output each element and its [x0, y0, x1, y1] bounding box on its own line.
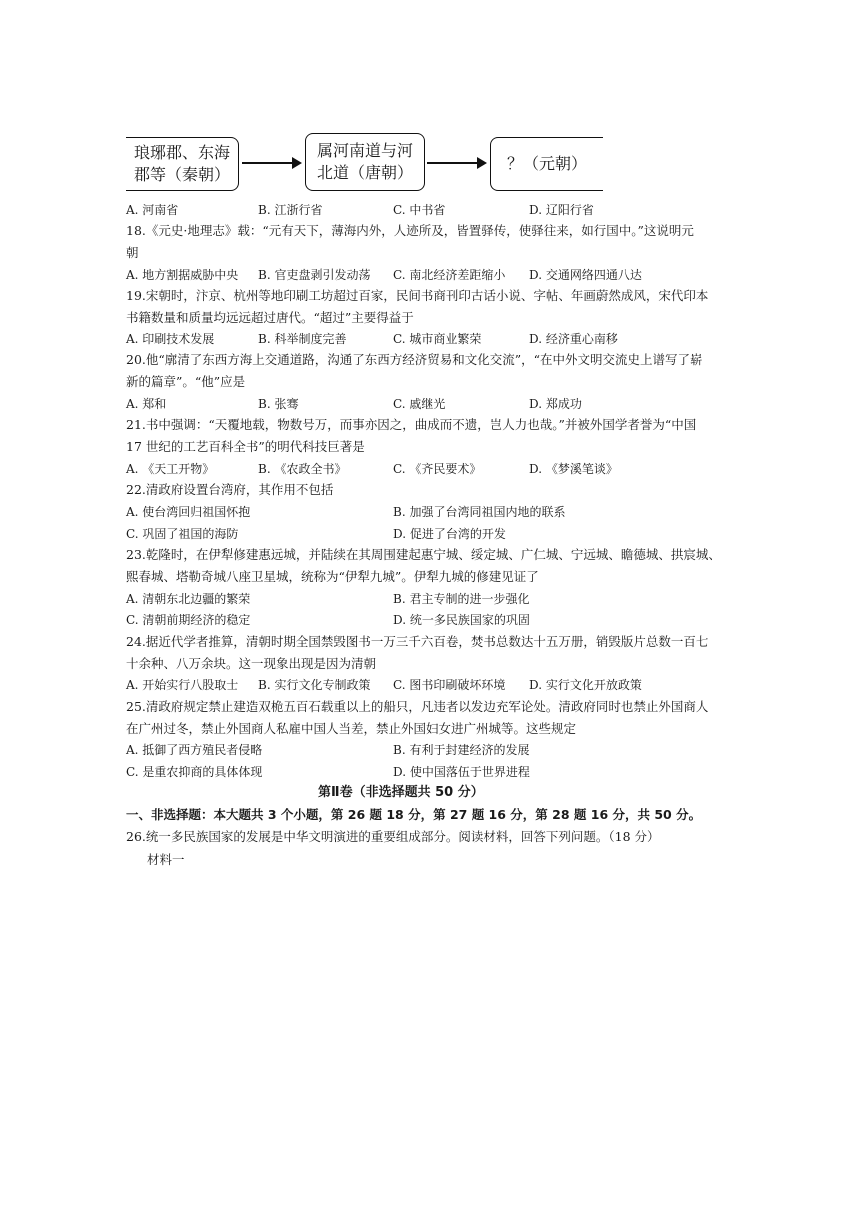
q24-option-c: C. 图书印刷破坏环境 [393, 678, 506, 692]
q21-stem-line1: 21.书中强调：“天覆地载，物数号万，而事亦因之，曲成而不遗，岂人力也哉。”并被外国学者誉为“中国 [126, 417, 697, 432]
q20-option-d: D. 郑成功 [529, 397, 582, 411]
q20-stem-line2: 新的篇章”。“他”应是 [126, 374, 246, 389]
part2-title: 第Ⅱ卷（非选择题共 50 分） [318, 785, 484, 800]
q25-stem-line1: 25.清政府规定禁止建造双桅五百石载重以上的船只，凡违者以发边充军论处。清政府同时也禁止外国商人 [126, 699, 709, 714]
q23-option-c: C. 清朝前期经济的稳定 [126, 613, 251, 627]
q17-option-c: C. 中书省 [393, 203, 446, 217]
q20-option-a: A. 郑和 [126, 397, 167, 411]
q19-option-b: B. 科举制度完善 [258, 332, 347, 346]
diagram-box-tang: 属河南道与河 北道（唐朝） [305, 133, 425, 191]
q19-stem-line1: 19.宋朝时，汴京、杭州等地印刷工坊超过百家，民间书商刊印古话小说、字帖、年画蔚然成风，宋代印本 [126, 288, 709, 303]
q19-option-d: D. 经济重心南移 [529, 332, 618, 346]
q18-stem-line2: 朝 [126, 245, 139, 260]
q21-option-d: D. 《梦溪笔谈》 [529, 462, 618, 476]
q24-option-b: B. 实行文化专制政策 [258, 678, 371, 692]
q21-option-b: B. 《农政全书》 [258, 462, 347, 476]
q22-option-c: C. 巩固了祖国的海防 [126, 527, 239, 541]
q23-stem-line1: 23.乾隆时，在伊犁修建惠远城，并陆续在其周围建起惠宁城、绥定城、广仁城、宁远城、瞻德城、拱宸城、 [126, 547, 721, 562]
q18-stem-line1: 18.《元史·地理志》载：“元有天下，薄海内外，人迹所及，皆置驿传，使驿往来，如行国中。”这说明元 [126, 223, 694, 238]
diagram-arrow-1 [242, 162, 300, 164]
q23-option-b: B. 君主专制的进一步强化 [393, 592, 530, 606]
diagram-arrow-2 [427, 162, 485, 164]
diagram-box-qin: 琅琊郡、东海 郡等（秦朝） [126, 137, 239, 191]
q24-stem-line2: 十余种、八万余块。这一现象出现是因为清朝 [126, 656, 377, 671]
q25-option-c: C. 是重农抑商的具体体现 [126, 765, 263, 779]
diagram-box-yuan: ？（元朝） [490, 137, 603, 191]
q17-option-b: B. 江浙行省 [258, 203, 323, 217]
q22-stem-line1: 22.清政府设置台湾府，其作用不包括 [126, 482, 334, 497]
q25-option-a: A. 抵御了西方殖民者侵略 [126, 743, 263, 757]
q24-stem-line1: 24.据近代学者推算，清朝时期全国禁毁图书一万三千六百卷，焚书总数达十五万册，销毁版片总数一百七 [126, 634, 709, 649]
q20-stem-line1: 20.他“廓清了东西方海上交通道路，沟通了东西方经济贸易和文化交流”，“在中外文明交流史上谱写了崭 [126, 352, 703, 367]
q20-option-b: B. 张骞 [258, 397, 299, 411]
q17-option-a: A. 河南省 [126, 203, 179, 217]
q24-option-d: D. 实行文化开放政策 [529, 678, 642, 692]
q25-stem-line2: 在广州过冬，禁止外国商人私雇中国人当差，禁止外国妇女进广州城等。这些规定 [126, 721, 577, 736]
q18-option-b: B. 官吏盘剥引发动荡 [258, 268, 371, 282]
q23-stem-line2: 熙春城、塔勒奇城八座卫星城，统称为“伊犁九城”。伊犁九城的修建见证了 [126, 569, 539, 584]
q25-option-d: D. 使中国落伍于世界进程 [393, 765, 530, 779]
q17-option-d: D. 辽阳行省 [529, 203, 594, 217]
q26-stem: 26.统一多民族国家的发展是中华文明演进的重要组成部分。阅读材料，回答下列问题。（18 分） [126, 829, 660, 844]
q26-material-label: 材料一 [147, 852, 185, 867]
q18-option-a: A. 地方割据威胁中央 [126, 268, 239, 282]
q22-option-d: D. 促进了台湾的开发 [393, 527, 506, 541]
q21-option-c: C. 《齐民要术》 [393, 462, 482, 476]
q21-stem-line2: 17 世纪的工艺百科全书”的明代科技巨著是 [126, 439, 365, 454]
q23-option-d: D. 统一多民族国家的巩固 [393, 613, 530, 627]
q21-option-a: A. 《天工开物》 [126, 462, 215, 476]
q19-option-a: A. 印刷技术发展 [126, 332, 215, 346]
q19-stem-line2: 书籍数量和质量均远远超过唐代。“超过”主要得益于 [126, 310, 414, 325]
q24-option-a: A. 开始实行八股取士 [126, 678, 239, 692]
q19-option-c: C. 城市商业繁荣 [393, 332, 482, 346]
q23-option-a: A. 清朝东北边疆的繁荣 [126, 592, 251, 606]
q18-option-c: C. 南北经济差距缩小 [393, 268, 506, 282]
q18-option-d: D. 交通网络四通八达 [529, 268, 642, 282]
q22-option-b: B. 加强了台湾同祖国内地的联系 [393, 505, 566, 519]
q20-option-c: C. 戚继光 [393, 397, 446, 411]
q25-option-b: B. 有利于封建经济的发展 [393, 743, 530, 757]
part2-instruction: 一、非选择题：本大题共 3 个小题，第 26 题 18 分，第 27 题 16 分，第 28 题 16 分，共 50 分。 [126, 807, 702, 822]
q22-option-a: A. 使台湾回归祖国怀抱 [126, 505, 251, 519]
